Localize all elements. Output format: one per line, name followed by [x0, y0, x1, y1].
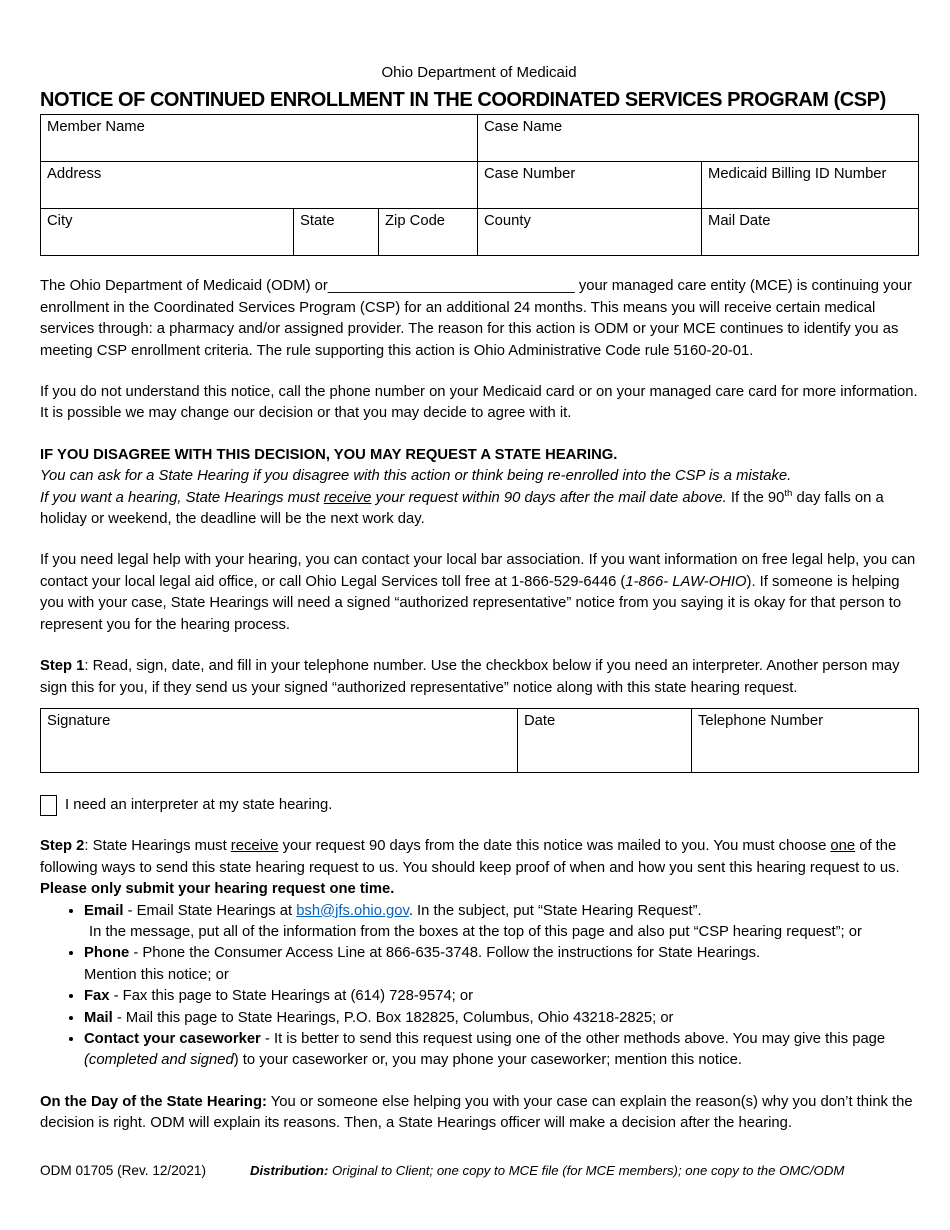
mail-date-label: Mail Date: [708, 213, 771, 230]
bullet-caseworker: [84, 1029, 918, 1072]
phone-bullet-line2: Mention this notice; or: [84, 966, 229, 983]
caseworker-bullet-italic: (completed and signed: [84, 1052, 234, 1069]
table-row: [41, 162, 919, 209]
county-label: County: [484, 213, 531, 230]
fax-bullet-label: Fax: [84, 988, 110, 1005]
phone-bullet-label: Phone: [84, 945, 130, 962]
caseworker-bullet-text-2: ) to your caseworker or, you may phone your caseworker; mention this notice.: [233, 1052, 742, 1069]
email-link[interactable]: bsh@jfs.ohio.gov: [296, 902, 409, 919]
hearing-day-label: On the Day of the State Hearing:: [40, 1093, 267, 1110]
date-cell[interactable]: [518, 708, 692, 772]
department-header: Ohio Department of Medicaid: [381, 64, 577, 81]
address-label: Address: [47, 166, 102, 183]
distribution-note: [250, 1160, 844, 1181]
zip-cell[interactable]: [379, 209, 478, 256]
form-number: ODM 01705 (Rev. 12/2021): [40, 1163, 206, 1178]
hearing-day-paragraph: [40, 1092, 918, 1135]
distribution-text: Original to Client; one copy to MCE file (for MCE members); one copy to the OMC/ODM: [328, 1163, 845, 1178]
case-name-cell[interactable]: [478, 115, 919, 162]
step2-text-2: your request 90 days from the date this notice was mailed to you. You must choose: [278, 838, 831, 855]
member-name-cell[interactable]: [41, 115, 478, 162]
contact-methods-list: [40, 901, 918, 1072]
step2-underline-receive: receive: [230, 838, 279, 855]
hearing-day-text: You or someone else helping you with your case can explain the reason(s) why you don’t think the decision is right. ODM will explain its reasons. Then, a State Hearings officer will make a decision after the hearing.: [40, 1093, 913, 1132]
form-title: NOTICE OF CONTINUED ENROLLMENT IN THE COORDINATED SERVICES PROGRAM (CSP): [40, 89, 886, 112]
step1-text: : Read, sign, date, and fill in your telephone number. Use the checkbox below if you need an interpreter. Another person may sign this for you, if they send us your signed “authorized representative” notice along with this state hearing request.: [40, 658, 900, 696]
distribution-label: Distribution:: [249, 1163, 329, 1178]
legal-phone-italic: 1-866- LAW-OHIO: [625, 573, 747, 590]
case-number-cell[interactable]: [478, 162, 702, 209]
table-row: [41, 209, 919, 256]
disagree-heading: IF YOU DISAGREE WITH THIS DECISION, YOU MAY REQUEST A STATE HEARING.: [40, 446, 618, 463]
hearing-note2-underline: receive: [323, 489, 372, 506]
mail-date-cell[interactable]: [702, 209, 919, 256]
address-cell[interactable]: [41, 162, 478, 209]
email-bullet-label: Email: [84, 902, 124, 919]
signature-table: [40, 708, 919, 773]
billing-id-label: Medicaid Billing ID Number: [708, 166, 887, 183]
step2-underline-one: one: [830, 838, 856, 855]
hearing-note2-italic1: If you want a hearing, State Hearings must: [40, 489, 324, 506]
bullet-mail: [84, 1008, 918, 1029]
hearing-note-line2: [40, 488, 918, 531]
legal-text-1: If you need legal help with your hearing, you can contact your local bar association. If you want information on free legal help, you can contact your local legal aid office, or call Ohio Legal Services toll free at 1-866-529-6446 (: [40, 552, 916, 590]
county-cell[interactable]: [478, 209, 702, 256]
case-name-label: Case Name: [484, 119, 563, 136]
understand-paragraph: If you do not understand this notice, call the phone number on your Medicaid card or on your managed care card for more information. It is possible we may change our decision or that you may decide to agree with it.: [40, 384, 918, 422]
intro-text-1: The Ohio Department of Medicaid (ODM) or: [40, 278, 328, 295]
step2-label: Step 2: [40, 838, 85, 855]
intro-paragraph: [40, 276, 918, 362]
step2-text-1: : State Hearings must: [84, 838, 231, 855]
intro-text-2: your managed care entity (MCE) is continuing your enrollment in the Coordinated Services Program (CSP) for an additional 24 months. This means you will receive certain medical services through: a pharmacy and/or assigned provider. The reason for this action is ODM or your MCE continues to identify you as meeting CSP enrollment criteria. The rule supporting this action is Ohio Administrative Code rule 5160-20-01.: [40, 278, 912, 359]
mce-name-blank-field[interactable]: ______________________________: [327, 278, 575, 295]
caseworker-bullet-text-1: - It is better to send this request using one of the other methods above. You may give this page: [260, 1030, 886, 1047]
ordinal-superscript: th: [784, 487, 793, 499]
billing-id-cell[interactable]: [702, 162, 919, 209]
caseworker-bullet-label: Contact your caseworker: [84, 1030, 261, 1047]
step2-bold-notice: Please only submit your hearing request one time.: [40, 881, 395, 898]
step2-text-3: of the following ways to send this state hearing request to us. You should keep proof of when and how you sent this hearing request to us.: [40, 838, 900, 876]
mail-bullet-label: Mail: [84, 1009, 113, 1026]
date-label: Date: [524, 712, 556, 729]
hearing-note2-italic2: your request within 90 days after the mail date above.: [371, 489, 727, 506]
bullet-email: [84, 901, 918, 944]
legal-text-2: ). If someone is helping you with your case, State Hearings will need a signed “authorized representative” notice from you saying it is okay for that person to represent you for the hearing process.: [40, 573, 902, 633]
hearing-note-line1: You can ask for a State Hearing if you disagree with this action or think being re-enrolled into the CSP is a mistake.: [40, 468, 792, 485]
hearing-note2-regular1: If the 90: [726, 489, 785, 506]
bullet-fax: [84, 986, 918, 1007]
fax-bullet-text: - Fax this page to State Hearings at (614) 728-9574; or: [109, 988, 474, 1005]
legal-help-paragraph: [40, 550, 918, 636]
zip-label: Zip Code: [385, 213, 446, 230]
hearing-note2-regular2: day falls on a holiday or weekend, the deadline will be the next work day.: [40, 489, 884, 528]
telephone-cell[interactable]: [692, 708, 919, 772]
form-footer: [40, 1160, 918, 1181]
signature-label: Signature: [47, 712, 111, 729]
table-row: [41, 115, 919, 162]
city-cell[interactable]: [41, 209, 294, 256]
state-label: State: [300, 213, 335, 230]
step1-paragraph: [40, 656, 918, 699]
email-bullet-line2: In the message, put all of the information from the boxes at the top of this page and also put “CSP hearing request”; or: [89, 923, 862, 940]
mail-bullet-text: - Mail this page to State Hearings, P.O. Box 182825, Columbus, Ohio 43218-2825; or: [112, 1009, 674, 1026]
state-cell[interactable]: [294, 209, 379, 256]
step2-paragraph: [40, 836, 918, 900]
signature-cell[interactable]: [41, 708, 518, 772]
table-row: [41, 708, 919, 772]
city-label: City: [47, 213, 73, 230]
phone-bullet-text: - Phone the Consumer Access Line at 866-635-3748. Follow the instructions for State Hearings.: [129, 945, 761, 962]
interpreter-checkbox[interactable]: [40, 795, 57, 816]
step1-label: Step 1: [40, 658, 85, 675]
interpreter-checkbox-row: [40, 795, 918, 816]
member-name-label: Member Name: [47, 119, 145, 136]
email-bullet-text-1: - Email State Hearings at: [123, 902, 297, 919]
case-number-label: Case Number: [484, 166, 576, 183]
member-info-table: [40, 114, 919, 256]
interpreter-label: I need an interpreter at my state hearing.: [65, 796, 333, 813]
bullet-phone: [84, 943, 918, 986]
email-bullet-text-2: . In the subject, put “State Hearing Request”.: [408, 902, 702, 919]
telephone-label: Telephone Number: [698, 712, 824, 729]
